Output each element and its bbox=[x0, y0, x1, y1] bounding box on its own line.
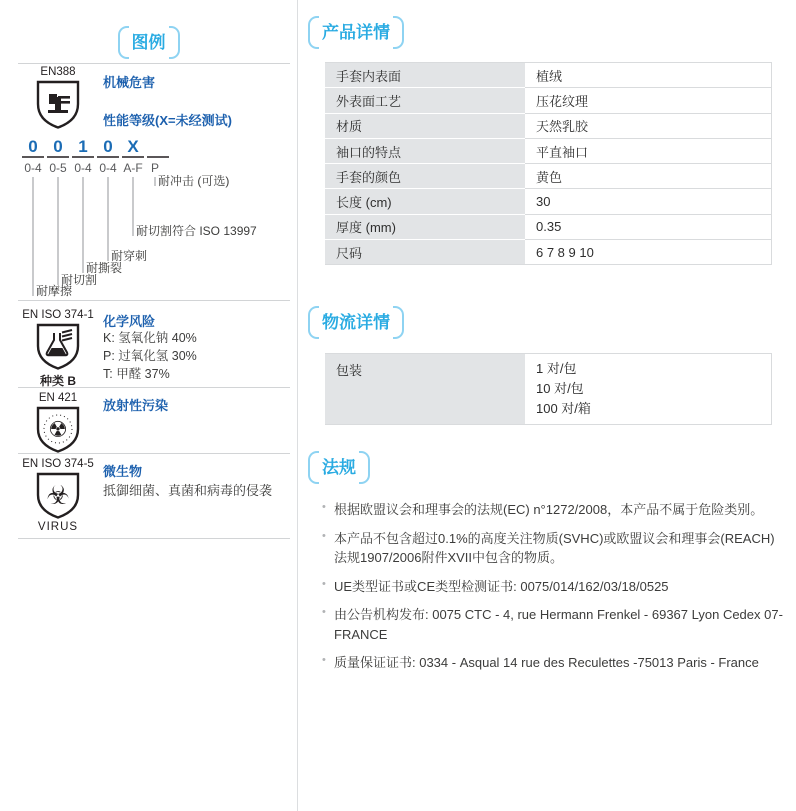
table-row bbox=[325, 88, 772, 113]
biohazard-glyph-icon: ☣ bbox=[46, 480, 70, 510]
row-value: 植绒 bbox=[525, 63, 772, 88]
row-value: 压花纹理 bbox=[525, 88, 772, 113]
en388-pictogram bbox=[22, 66, 94, 130]
packaging-values bbox=[525, 354, 772, 424]
performance-levels-title: 性能等级(X=未经测试) bbox=[103, 113, 232, 128]
radioactive-pictogram bbox=[22, 392, 94, 454]
virus-caption: VIRUS bbox=[37, 521, 79, 533]
row-value: 30 bbox=[525, 189, 772, 214]
packaging-value: 1 对/包 bbox=[536, 361, 577, 376]
logistics-details-title: 物流详情 bbox=[308, 306, 404, 339]
table-row bbox=[325, 164, 772, 189]
row-label: 厚度 (mm) bbox=[325, 215, 525, 240]
chemical-risk-lines bbox=[103, 329, 197, 383]
chemical-code-label: EN ISO 374-1 bbox=[22, 309, 94, 321]
table-row bbox=[325, 114, 772, 139]
row-label: 手套内表面 bbox=[325, 63, 525, 88]
chemical-pictogram bbox=[22, 309, 94, 389]
mechanical-hazard-shield-icon bbox=[35, 80, 81, 130]
rating-value-cut: 0 bbox=[53, 137, 63, 156]
microorganism-title: 微生物 bbox=[103, 464, 143, 479]
row-value: 6 7 8 9 10 bbox=[525, 240, 772, 265]
row-value: 黄色 bbox=[525, 164, 772, 189]
rating-value-abrasion: 0 bbox=[28, 137, 38, 156]
biohazard-code-label: EN ISO 374-5 bbox=[22, 458, 94, 470]
rating-value-tear: 1 bbox=[78, 137, 88, 156]
chemical-risk-title: 化学风险 bbox=[103, 314, 156, 329]
rating-label-tear: 耐撕裂 bbox=[86, 261, 123, 275]
rating-value-iso-cut: X bbox=[127, 137, 139, 156]
product-details-title: 产品详情 bbox=[308, 16, 404, 49]
microorganism-desc: 抵御细菌、真菌和病毒的侵袭 bbox=[103, 483, 273, 498]
regulation-item: • 本产品不包含超过0.1%的高度关注物质(SVHC)或欧盟议会和理事会(REACH)法规1907/2006附件XVII中包含的物质。 bbox=[322, 529, 784, 568]
legend-divider-5 bbox=[18, 538, 290, 539]
rating-label-abrasion: 耐摩擦 bbox=[36, 284, 73, 298]
legend-header-wrap bbox=[0, 26, 297, 59]
logistics-table bbox=[325, 353, 772, 425]
radioactive-glyph-icon: ☢ bbox=[48, 417, 68, 442]
biohazard-shield-icon bbox=[35, 472, 81, 520]
packaging-label: 包装 bbox=[325, 354, 525, 424]
rating-range-abrasion: 0-4 bbox=[24, 161, 42, 175]
table-row bbox=[325, 139, 772, 164]
regulation-item: • 由公告机构发布: 0075 CTC - 4, rue Hermann Frenkel - 69367 Lyon Cedex 07-FRANCE bbox=[322, 605, 784, 644]
rating-range-impact: P bbox=[150, 161, 160, 175]
table-row bbox=[325, 63, 772, 88]
rating-label-puncture: 耐穿刺 bbox=[111, 249, 148, 263]
regulation-item: • UE类型证书或CE类型检测证书: 0075/014/162/03/18/0525 bbox=[322, 577, 784, 597]
legend-divider-1 bbox=[18, 63, 290, 64]
mechanical-hazard-title: 机械危害 bbox=[103, 75, 156, 90]
rating-range-iso-cut: A-F bbox=[123, 161, 143, 175]
row-value: 平直袖口 bbox=[525, 139, 772, 164]
packaging-value: 10 对/包 bbox=[536, 381, 584, 396]
biohazard-pictogram bbox=[22, 458, 94, 533]
row-value: 0.35 bbox=[525, 215, 772, 240]
regulation-item: • 质量保证证书: 0334 - Asqual 14 rue des Reculettes -75013 Paris - France bbox=[322, 653, 784, 673]
radioactive-title: 放射性污染 bbox=[103, 398, 169, 413]
table-row bbox=[325, 215, 772, 240]
row-label: 外表面工艺 bbox=[325, 88, 525, 113]
regulation-item: • 根据欧盟议会和理事会的法规(EC) n°1272/2008，本产品不属于危险类别。 bbox=[322, 500, 784, 520]
row-label: 袖口的特点 bbox=[325, 139, 525, 164]
chemical-hazard-shield-icon bbox=[35, 323, 81, 371]
rating-label-iso-cut: 耐切割符合 ISO 13997 bbox=[136, 224, 257, 238]
row-value: 天然乳胶 bbox=[525, 114, 772, 139]
row-label: 材质 bbox=[325, 114, 525, 139]
legend-title: 图例 bbox=[118, 26, 180, 59]
regulations-title: 法规 bbox=[308, 451, 370, 484]
table-row bbox=[325, 240, 772, 265]
rating-value-puncture: 0 bbox=[103, 137, 113, 156]
panel-divider bbox=[297, 0, 298, 811]
rating-range-cut: 0-5 bbox=[49, 161, 67, 175]
radioactive-code-label: EN 421 bbox=[38, 392, 78, 404]
en388-rating-diagram bbox=[15, 135, 293, 303]
product-details-table bbox=[325, 62, 772, 265]
rating-range-puncture: 0-4 bbox=[99, 161, 117, 175]
regulations-list bbox=[322, 500, 784, 682]
row-label: 手套的颜色 bbox=[325, 164, 525, 189]
table-row bbox=[325, 189, 772, 214]
chemical-line-t: T: 甲醛 37% bbox=[103, 367, 170, 381]
radioactive-shield-icon bbox=[35, 406, 81, 454]
rating-label-impact: 耐冲击 (可选) bbox=[158, 174, 230, 188]
chemical-line-p: P: 过氧化氢 30% bbox=[103, 349, 197, 363]
rating-range-tear: 0-4 bbox=[74, 161, 92, 175]
chemical-type-caption: 种类 B bbox=[39, 374, 76, 388]
row-label: 长度 (cm) bbox=[325, 189, 525, 214]
rating-label-cut: 耐切割 bbox=[61, 273, 98, 287]
chemical-line-k: K: 氢氧化钠 40% bbox=[103, 331, 197, 345]
en388-code-label: EN388 bbox=[40, 66, 76, 78]
packaging-value: 100 对/箱 bbox=[536, 401, 591, 416]
row-label: 尺码 bbox=[325, 240, 525, 265]
